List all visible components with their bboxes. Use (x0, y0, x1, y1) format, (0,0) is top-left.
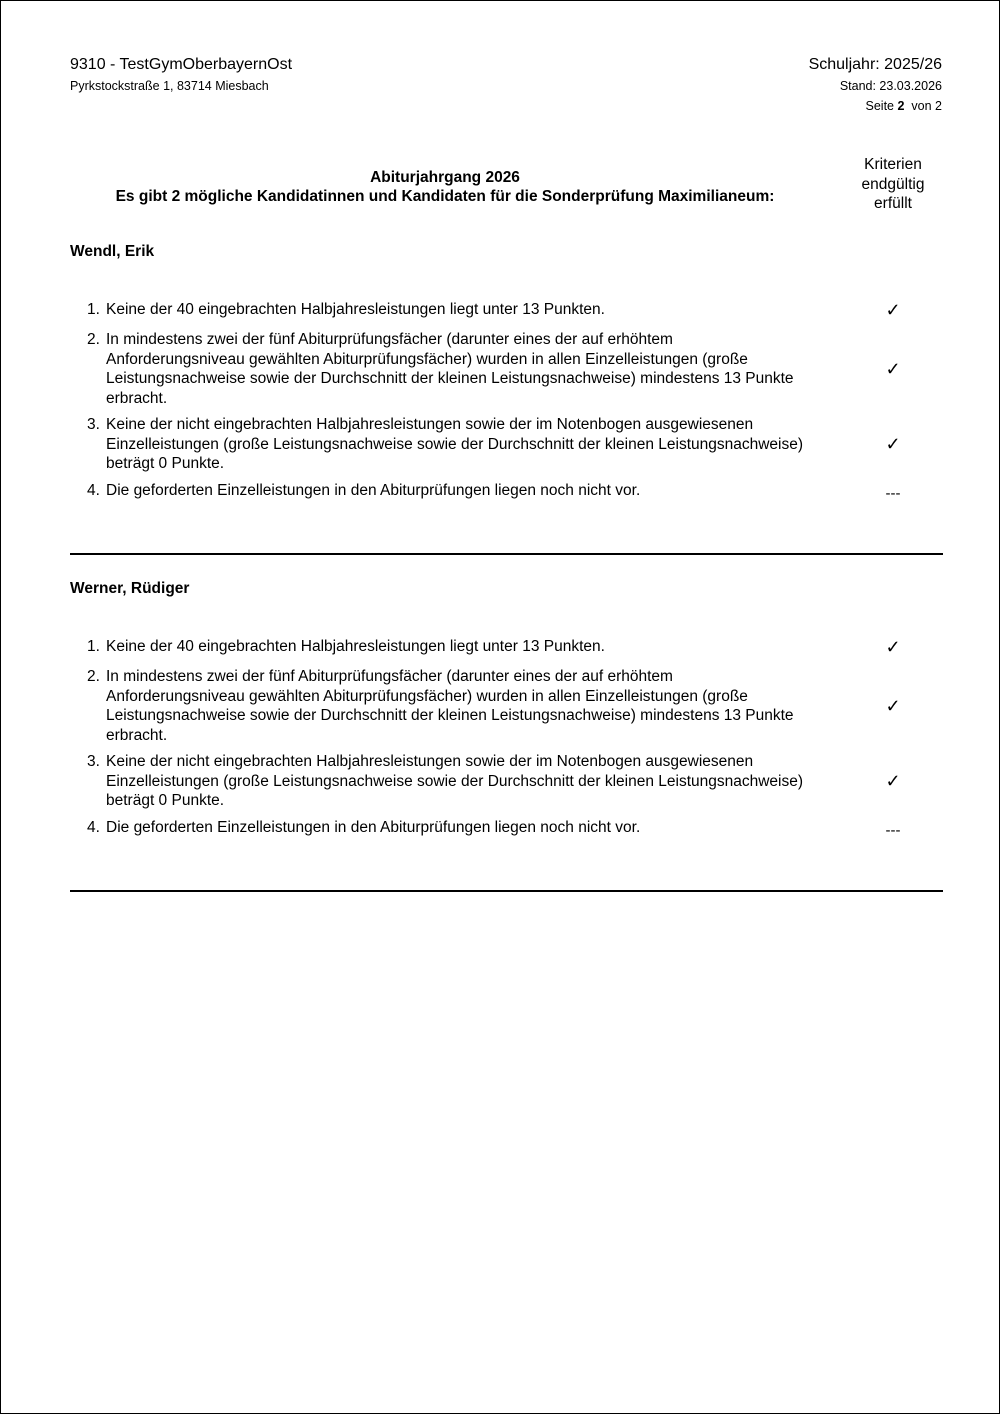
check-mark-icon: ✓ (885, 695, 901, 716)
criterion-text: In mindestens zwei der fünf Abiturprüfungsfächer (darunter eines der auf erhöhtem Anforderungsniveau gewählten Abiturprüfungsfächer) wurden in allen Einzelleistungen (große Leistungsnachweise sowie der Durchschnitt der kleinen Leistungsnachweise) mindestens 13 Punkte erbracht. (106, 668, 794, 744)
title-line-2: Es gibt 2 mögliche Kandidatinnen und Kandidaten für die Sonderprüfung Maximilianeum: (115, 188, 775, 205)
title-line-1: Abiturjahrgang 2026 (370, 169, 520, 186)
criterion-text: Die geforderten Einzelleistungen in den Abiturprüfungen liegen noch nicht vor. (106, 819, 641, 837)
school-name: 9310 - TestGymOberbayernOst (70, 56, 293, 73)
criterion-text: Keine der nicht eingebrachten Halbjahresleistungen sowie der im Notenbogen ausgewiesenen Einzelleistungen (große Leistungsnachweise sowie der Durchschnitt der kleinen Leistungsnachweise) beträgt 0 Punkte. (106, 416, 804, 472)
header-left (70, 55, 292, 94)
page-indicator (809, 98, 942, 114)
criterion-number: 3. (87, 416, 100, 433)
criteria-list (70, 634, 943, 839)
criterion-number: 4. (87, 819, 100, 837)
criterion-number: 3. (87, 753, 100, 770)
criterion-text: Keine der nicht eingebrachten Halbjahresleistungen sowie der im Notenbogen ausgewiesenen Einzelleistungen (große Leistungsnachweise sowie der Durchschnitt der kleinen Leistungsnachweise) beträgt 0 Punkte. (106, 753, 804, 809)
criterion-row (70, 330, 943, 408)
check-mark-icon: ✓ (885, 770, 901, 791)
page-current: 2 (897, 99, 905, 113)
candidate-section (70, 579, 943, 846)
page-prefix: Seite (865, 99, 895, 113)
check-mark-icon: ✓ (885, 433, 901, 454)
criterion-row (70, 667, 943, 745)
candidate-name: Wendl, Erik (70, 243, 155, 260)
criteria-header-line-2: endgültig (861, 175, 925, 193)
criterion-row (70, 481, 943, 502)
not-available-marker: --- (885, 484, 901, 502)
candidate-name: Werner, Rüdiger (70, 580, 190, 597)
criterion-text: Keine der 40 eingebrachten Halbjahresleistungen liegt unter 13 Punkten. (106, 638, 605, 656)
criterion-row (70, 634, 943, 660)
criterion-row (70, 752, 943, 811)
document-title (70, 168, 820, 206)
criterion-row (70, 415, 943, 474)
criterion-number: 1. (87, 301, 100, 319)
check-mark-icon: ✓ (885, 636, 901, 657)
not-available-marker: --- (885, 821, 901, 839)
school-year: Schuljahr: 2025/26 (808, 56, 942, 73)
criterion-text: Die geforderten Einzelleistungen in den Abiturprüfungen liegen noch nicht vor. (106, 482, 641, 500)
criterion-row (70, 818, 943, 839)
page-suffix: von 2 (911, 99, 942, 113)
candidate-section (70, 242, 943, 509)
criterion-row (70, 297, 943, 323)
header-right (809, 55, 942, 114)
criterion-text: Keine der 40 eingebrachten Halbjahresleistungen liegt unter 13 Punkten. (106, 301, 605, 319)
stand-date: Stand: 23.03.2026 (839, 79, 942, 93)
criterion-number: 1. (87, 638, 100, 656)
section-divider (70, 553, 943, 555)
criteria-header-line-1: Kriterien (864, 156, 922, 173)
criteria-column-header (843, 155, 943, 214)
section-divider (70, 890, 943, 892)
criterion-text: In mindestens zwei der fünf Abiturprüfungsfächer (darunter eines der auf erhöhtem Anforderungsniveau gewählten Abiturprüfungsfächer) wurden in allen Einzelleistungen (große Leistungsnachweise sowie der Durchschnitt der kleinen Leistungsnachweise) mindestens 13 Punkte erbracht. (106, 331, 794, 407)
check-mark-icon: ✓ (885, 299, 901, 320)
criterion-number: 2. (87, 331, 100, 348)
criteria-list (70, 297, 943, 502)
check-mark-icon: ✓ (885, 358, 901, 379)
school-address: Pyrkstockstraße 1, 83714 Miesbach (70, 79, 269, 93)
criteria-header-line-3: erfüllt (874, 195, 912, 212)
criterion-number: 2. (87, 668, 100, 685)
criterion-number: 4. (87, 482, 100, 500)
